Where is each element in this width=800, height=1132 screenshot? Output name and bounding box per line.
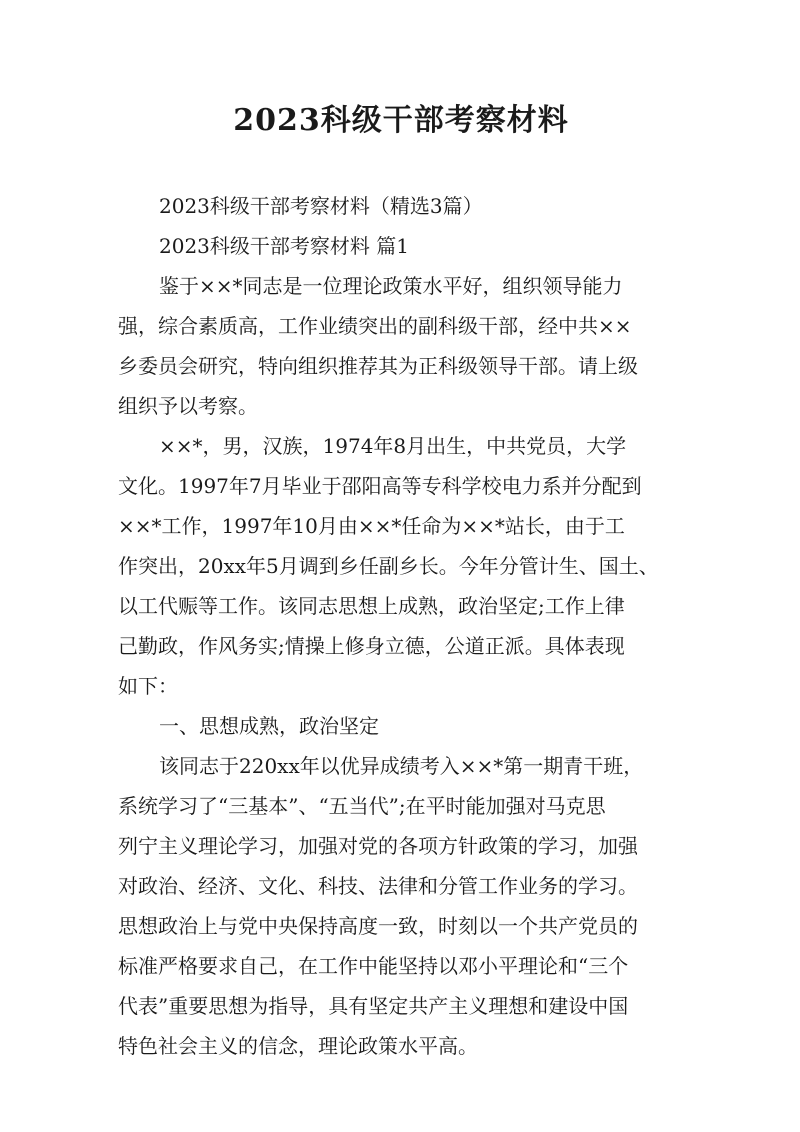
document-title: 2023科级干部考察材料 bbox=[233, 103, 569, 138]
paragraph-3-heading bbox=[118, 706, 684, 746]
paragraph-line: 乡委员会研究，特向组织推荐其为正科级领导干部。请上级 bbox=[118, 354, 638, 378]
document-page bbox=[118, 0, 684, 1066]
paragraph-1 bbox=[118, 266, 684, 426]
paragraph-line: 对政治、经济、文化、科技、法律和分管工作业务的学习。 bbox=[118, 874, 638, 898]
paragraph-4 bbox=[118, 746, 684, 1066]
paragraph-line: 思想政治上与党中央保持高度一致，时刻以一个共产党员的 bbox=[118, 914, 638, 938]
section-heading: 2023科级干部考察材料 篇1 bbox=[159, 234, 409, 258]
paragraph-line: 文化。1997年7月毕业于邵阳高等专科学校电力系并分配到 bbox=[118, 474, 642, 498]
paragraph-line: 如下： bbox=[118, 674, 178, 698]
paragraph-line: 强，综合素质高，工作业绩突出的副科级干部，经中共×× bbox=[118, 314, 632, 338]
document-body bbox=[118, 186, 684, 1066]
paragraph-line: 特色社会主义的信念，理论政策水平高。 bbox=[118, 1034, 478, 1058]
paragraph-line: 该同志于220xx年以优异成绩考入××*第一期青干班， bbox=[159, 754, 644, 778]
paragraph-line: 系统学习了“三基本”、“五当代”;在平时能加强对马克思 bbox=[118, 794, 606, 818]
subsection-heading: 一、思想成熟，政治坚定 bbox=[159, 714, 379, 738]
paragraph-line: 以工代赈等工作。该同志思想上成熟，政治坚定;工作上律 bbox=[118, 594, 625, 618]
title-spacer bbox=[118, 146, 684, 182]
paragraph-line: 代表”重要思想为指导，具有坚定共产主义理想和建设中国 bbox=[118, 994, 629, 1018]
paragraph-line: 己勤政，作风务实;情操上修身立德，公道正派。具体表现 bbox=[118, 634, 625, 658]
paragraph-line: 标准严格要求自己，在工作中能坚持以邓小平理论和“三个 bbox=[118, 954, 629, 978]
paragraph-line: 作突出，20xx年5月调到乡任副乡长。今年分管计生、国土、 bbox=[118, 554, 659, 578]
paragraph-line: 列宁主义理论学习，加强对党的各项方针政策的学习，加强 bbox=[118, 834, 638, 858]
paragraph-line: 鉴于××*同志是一位理论政策水平好，组织领导能力 bbox=[159, 274, 623, 298]
paragraph-line: ××*，男，汉族，1974年8月出生，中共党员，大学 bbox=[159, 434, 627, 458]
document-subtitle: 2023科级干部考察材料（精选3篇） bbox=[159, 194, 483, 218]
paragraph-2 bbox=[118, 426, 684, 706]
paragraph-line: 组织予以考察。 bbox=[118, 394, 258, 418]
paragraph-line: ××*工作，1997年10月由××*任命为××*站长，由于工 bbox=[118, 514, 625, 538]
